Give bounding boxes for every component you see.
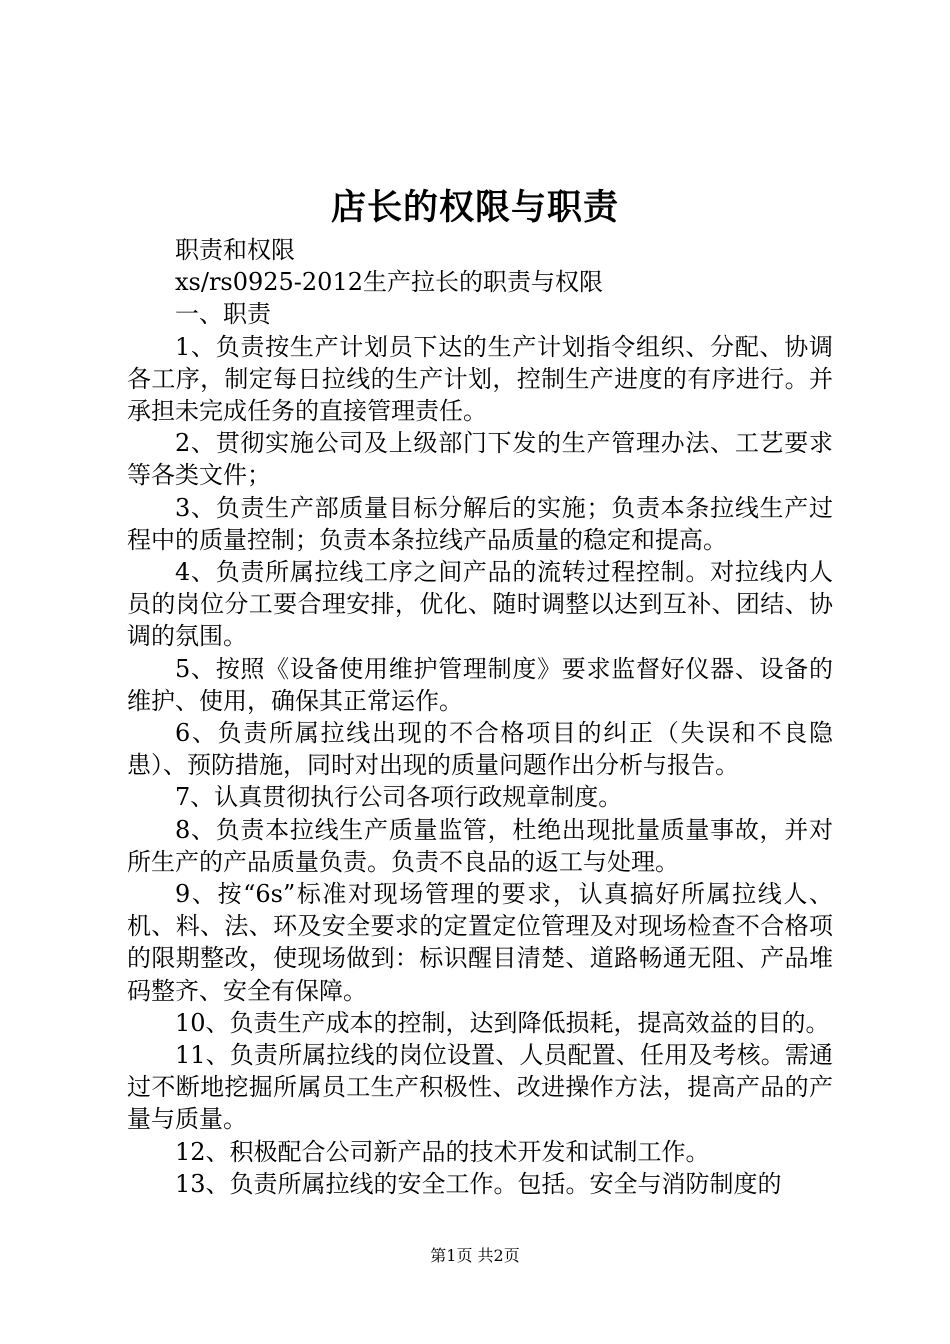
paragraph: 8、负责本拉线生产质量监管，杜绝出现批量质量事故，并对所生产的产品质量负责。负责不良品的返工与处理。: [127, 815, 833, 876]
paragraph: 2、贯彻实施公司及上级部门下发的生产管理办法、工艺要求等各类文件；: [127, 429, 833, 490]
paragraph: 4、负责所属拉线工序之间产品的流转过程控制。对拉线内人员的岗位分工要合理安排，优化、随时调整以达到互补、团结、协调的氛围。: [127, 558, 833, 651]
paragraph: 11、负责所属拉线的岗位设置、人员配置、任用及考核。需通过不断地挖掘所属员工生产积极性、改进操作方法，提高产品的产量与质量。: [127, 1041, 833, 1134]
paragraph: 5、按照《设备使用维护管理制度》要求监督好仪器、设备的维护、使用，确保其正常运作。: [127, 654, 833, 715]
paragraph: 一、职责: [175, 300, 271, 329]
page-footer: 第1页 共2页: [430, 1246, 520, 1265]
paragraph: 9、按“6s”标准对现场管理的要求，认真搞好所属拉线人、机、料、法、环及安全要求的定置定位管理及对现场检查不合格项的限期整改，使现场做到：标识醒目清楚、道路畅通无阻、产品堆码整齐、安全有保障。: [127, 880, 833, 1005]
paragraph: 10、负责生产成本的控制，达到降低损耗，提高效益的目的。: [175, 1008, 830, 1037]
paragraph: 职责和权限: [175, 236, 295, 264]
paragraph: 6、负责所属拉线出现的不合格项目的纠正（失误和不良隐患）、预防措施，同时对出现的质量问题作出分析与报告。: [127, 719, 833, 780]
paragraph: 13、负责所属拉线的安全工作。包括。安全与消防制度的: [175, 1169, 782, 1198]
paragraph: 7、认真贯彻执行公司各项行政规章制度。: [175, 783, 623, 812]
document-body: [127, 234, 833, 1200]
paragraph: xs/rs0925-2012生产拉长的职责与权限: [175, 268, 603, 297]
paragraph: 1、负责按生产计划员下达的生产计划指令组织、分配、协调各工序，制定每日拉线的生产计划，控制生产进度的有序进行。并承担未完成任务的直接管理责任。: [127, 332, 833, 426]
paragraph: 3、负责生产部质量目标分解后的实施；负责本条拉线生产过程中的质量控制；负责本条拉线产品质量的稳定和提高。: [127, 493, 833, 554]
paragraph: 12、积极配合公司新产品的技术开发和试制工作。: [175, 1137, 710, 1166]
document-title: 店长的权限与职责: [330, 187, 619, 228]
